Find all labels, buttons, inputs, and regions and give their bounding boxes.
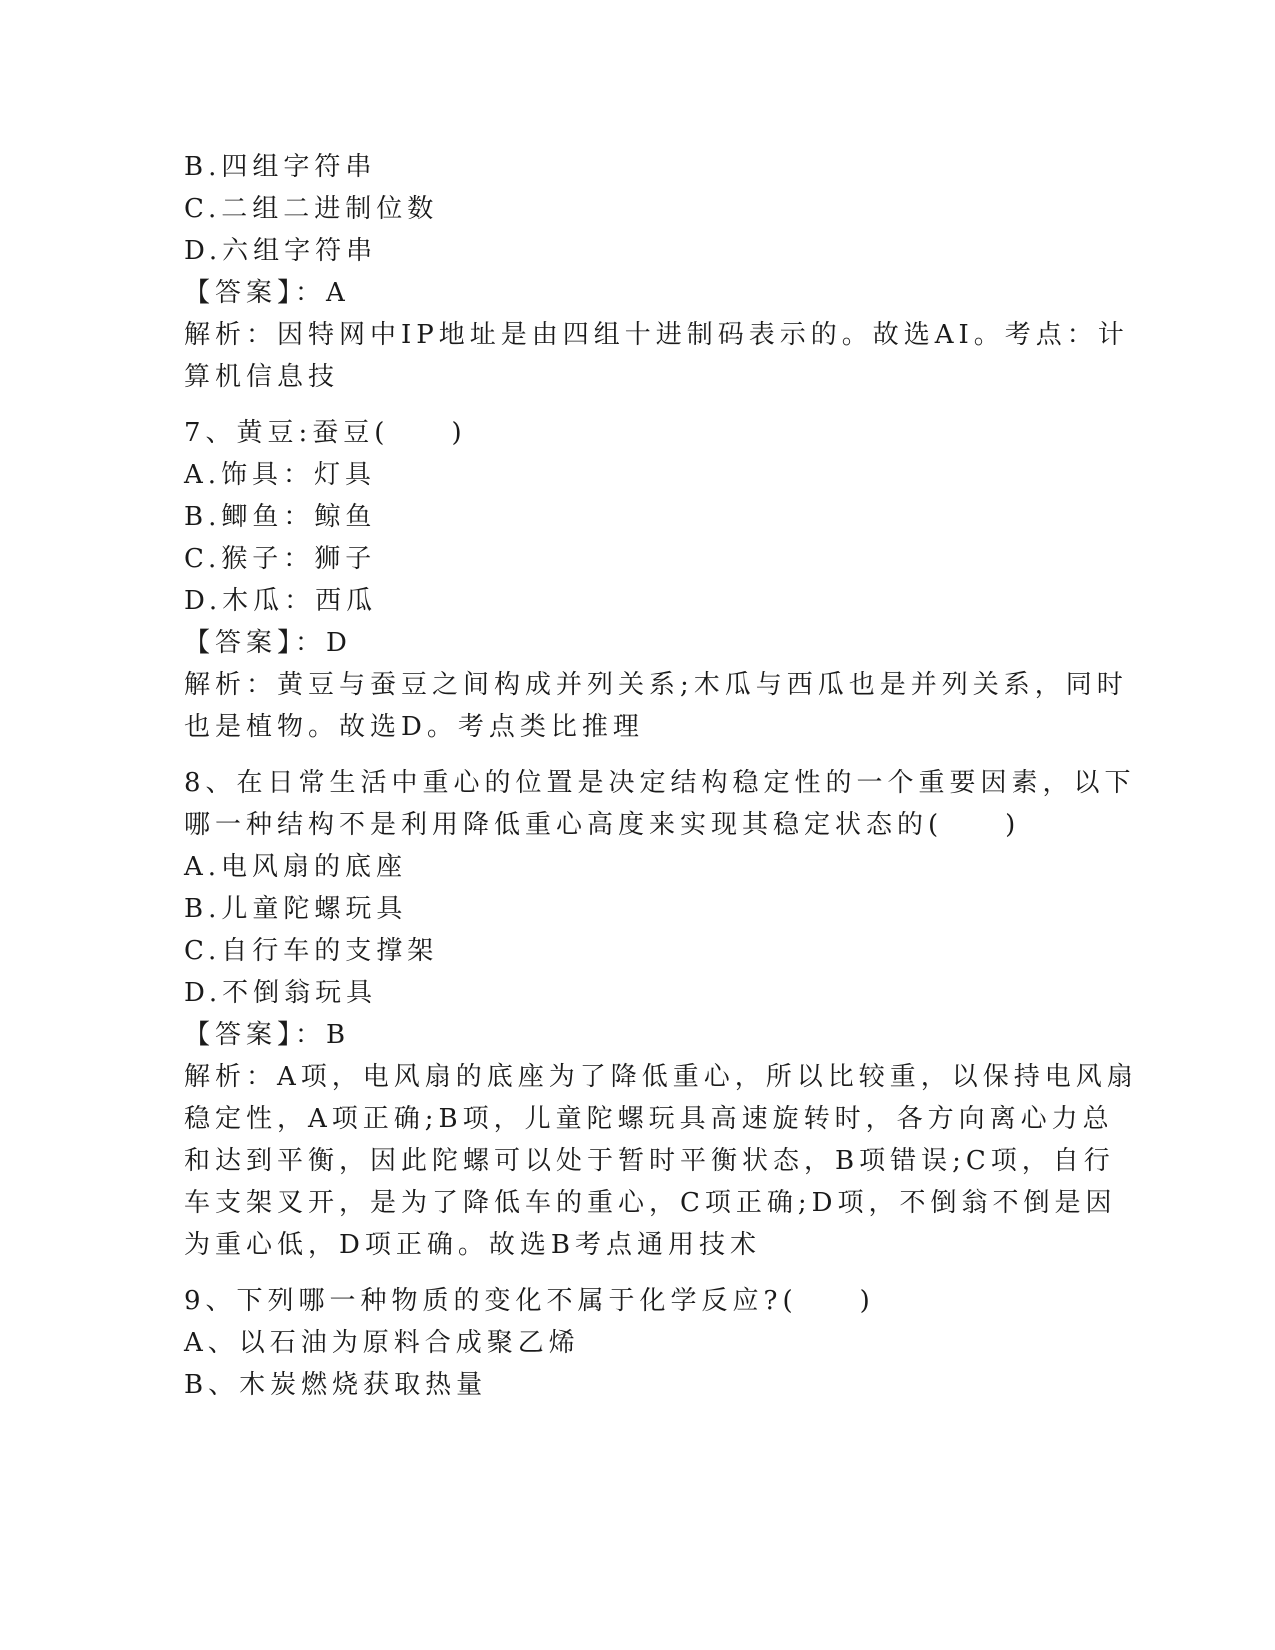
q8-option-a: A.电风扇的底座 — [184, 852, 408, 882]
q7-option-c: C.猴子：狮子 — [184, 544, 377, 574]
q6-analysis-line: 解析：因特网中IP地址是由四组十进制码表示的。故选AI。考点：计 — [184, 320, 1129, 350]
q9-option-b: B、木炭燃烧获取热量 — [184, 1370, 488, 1400]
q8-option-d: D.不倒翁玩具 — [184, 978, 378, 1008]
q7-stem: 7、黄豆:蚕豆( ) — [184, 418, 467, 448]
document-page — [184, 146, 1138, 1406]
q9-option-a: A、以石油为原料合成聚乙烯 — [184, 1328, 580, 1358]
q8-analysis-line: 解析：A项，电风扇的底座为了降低重心，所以比较重，以保持电风扇 — [184, 1062, 1138, 1092]
q8-option-c: C.自行车的支撑架 — [184, 936, 439, 966]
question-gap — [184, 398, 1084, 412]
q8-analysis-line: 车支架叉开，是为了降低车的重心，C项正确;D项，不倒翁不倒是因 — [184, 1188, 1117, 1218]
question-gap — [184, 1266, 1084, 1280]
q7-option-a: A.饰具：灯具 — [184, 460, 377, 490]
q7-analysis-line: 也是植物。故选D。考点类比推理 — [184, 712, 644, 742]
q8-analysis-line: 为重心低，D项正确。故选B考点通用技术 — [184, 1230, 761, 1260]
q6-option-d: D.六组字符串 — [184, 236, 378, 266]
q6-analysis-line: 算机信息技 — [184, 362, 340, 392]
q6-answer: 【答案】：A — [184, 278, 350, 308]
q8-stem-line: 哪一种结构不是利用降低重心高度来实现其稳定状态的( ) — [184, 810, 1021, 840]
q7-analysis-line: 解析：黄豆与蚕豆之间构成并列关系;木瓜与西瓜也是并列关系，同时 — [184, 670, 1128, 700]
q7-answer: 【答案】：D — [184, 628, 352, 658]
q8-analysis-line: 稳定性，A项正确;B项，儿童陀螺玩具高速旋转时，各方向离心力总 — [184, 1104, 1114, 1134]
q7-option-d: D.木瓜：西瓜 — [184, 586, 378, 616]
q6-option-c: C.二组二进制位数 — [184, 194, 439, 224]
q8-option-b: B.儿童陀螺玩具 — [184, 894, 408, 924]
q6-option-b: B.四组字符串 — [184, 152, 377, 182]
q8-stem-line: 8、在日常生活中重心的位置是决定结构稳定性的一个重要因素，以下 — [184, 768, 1136, 798]
q8-analysis-line: 和达到平衡，因此陀螺可以处于暂时平衡状态，B项错误;C项，自行 — [184, 1146, 1115, 1176]
question-gap — [184, 748, 1084, 762]
q7-option-b: B.鲫鱼：鲸鱼 — [184, 502, 377, 532]
q8-answer: 【答案】：B — [184, 1020, 351, 1050]
q9-stem: 9、下列哪一种物质的变化不属于化学反应?( ) — [184, 1286, 875, 1316]
